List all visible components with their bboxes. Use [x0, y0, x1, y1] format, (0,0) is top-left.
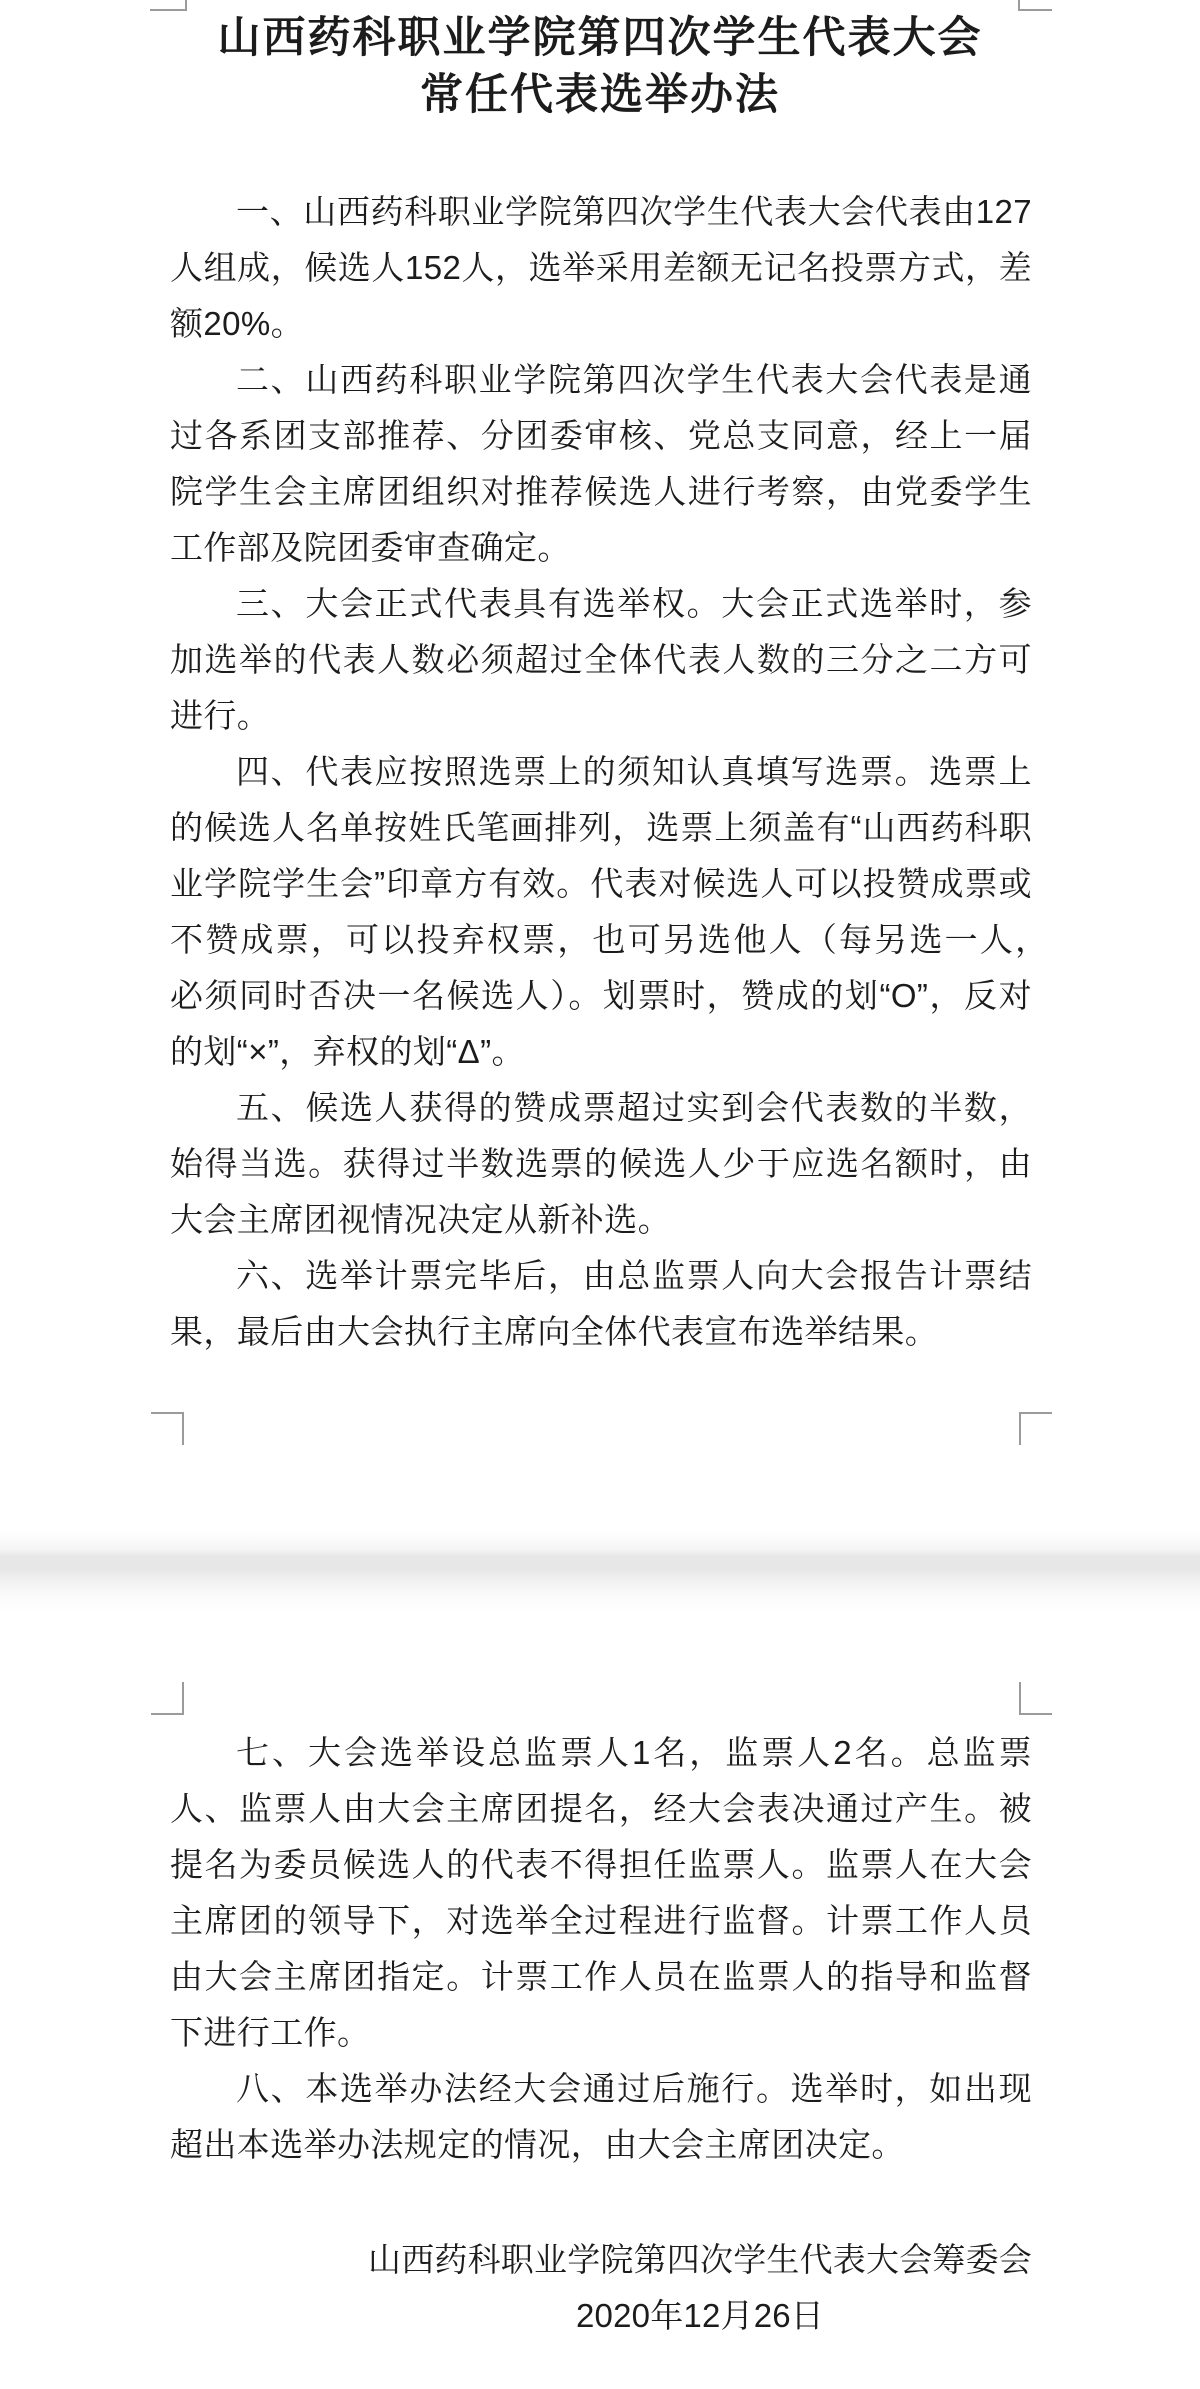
signature-block	[170, 2232, 1032, 2344]
date-line: 2020年12月26日	[575, 2297, 825, 2334]
signature-line: 山西药科职业学院第四次学生代表大会筹委会	[368, 2241, 1032, 2278]
crop-mark-page2-top-right	[1019, 1682, 1052, 1715]
document-title-line1: 山西药科职业学院第四次学生代表大会	[217, 14, 983, 62]
paragraph: 八、本选举办法经大会通过后施行。选举时，如出现超出本选举办法规定的情况，由大会主席团决定。	[170, 2070, 1032, 2163]
crop-mark-page1-bottom-right	[1019, 1412, 1052, 1445]
paragraph: 七、大会选举设总监票人1名，监票人2名。总监票人、监票人由大会主席团提名，经大会表决通过产生。被提名为委员候选人的代表不得担任监票人。监票人在大会主席团的领导下，对选举全过程进行监督。计票工作人员由大会主席团指定。计票工作人员在监票人的指导和监督下进行工作。	[170, 1734, 1032, 2051]
signature-inner	[368, 2232, 1032, 2344]
document-title-line2: 常任代表选举办法	[420, 71, 780, 119]
paragraph: 五、候选人获得的赞成票超过实到会代表数的半数，始得当选。获得过半数选票的候选人少于应选名额时，由大会主席团视情况决定从新补选。	[170, 1089, 1032, 1238]
paragraph: 二、山西药科职业学院第四次学生代表大会代表是通过各系团支部推荐、分团委审核、党总支同意，经上一届院学生会主席团组织对推荐候选人进行考察，由党委学生工作部及院团委审查确定。	[170, 361, 1032, 566]
crop-mark-page2-top-left	[151, 1682, 184, 1715]
paragraph: 一、山西药科职业学院第四次学生代表大会代表由127人组成，候选人152人，选举采用差额无记名投票方式，差额20%。	[170, 193, 1032, 342]
paragraph: 三、大会正式代表具有选举权。大会正式选举时，参加选举的代表人数必须超过全体代表人数的三分之二方可进行。	[170, 585, 1032, 734]
page1-body	[170, 184, 1066, 1360]
document-title	[169, 10, 1031, 124]
paragraph: 六、选举计票完毕后，由总监票人向大会报告计票结果，最后由大会执行主席向全体代表宣布选举结果。	[170, 1257, 1032, 1350]
paragraph: 四、代表应按照选票上的须知认真填写选票。选票上的候选人名单按姓氏笔画排列，选票上须盖有“山西药科职业学院学生会”印章方有效。代表对候选人可以投赞成票或不赞成票，可以投弃权票，也可另选他人（每另选一人， 必须同时否决一名候选人）。划票时，赞成的划“O”，反对的划“×”，弃权的划“Δ”。	[170, 753, 1066, 1070]
page2-body	[170, 1725, 1032, 2173]
crop-mark-page1-bottom-left	[151, 1412, 184, 1445]
page-break-divider	[0, 1530, 1200, 1612]
